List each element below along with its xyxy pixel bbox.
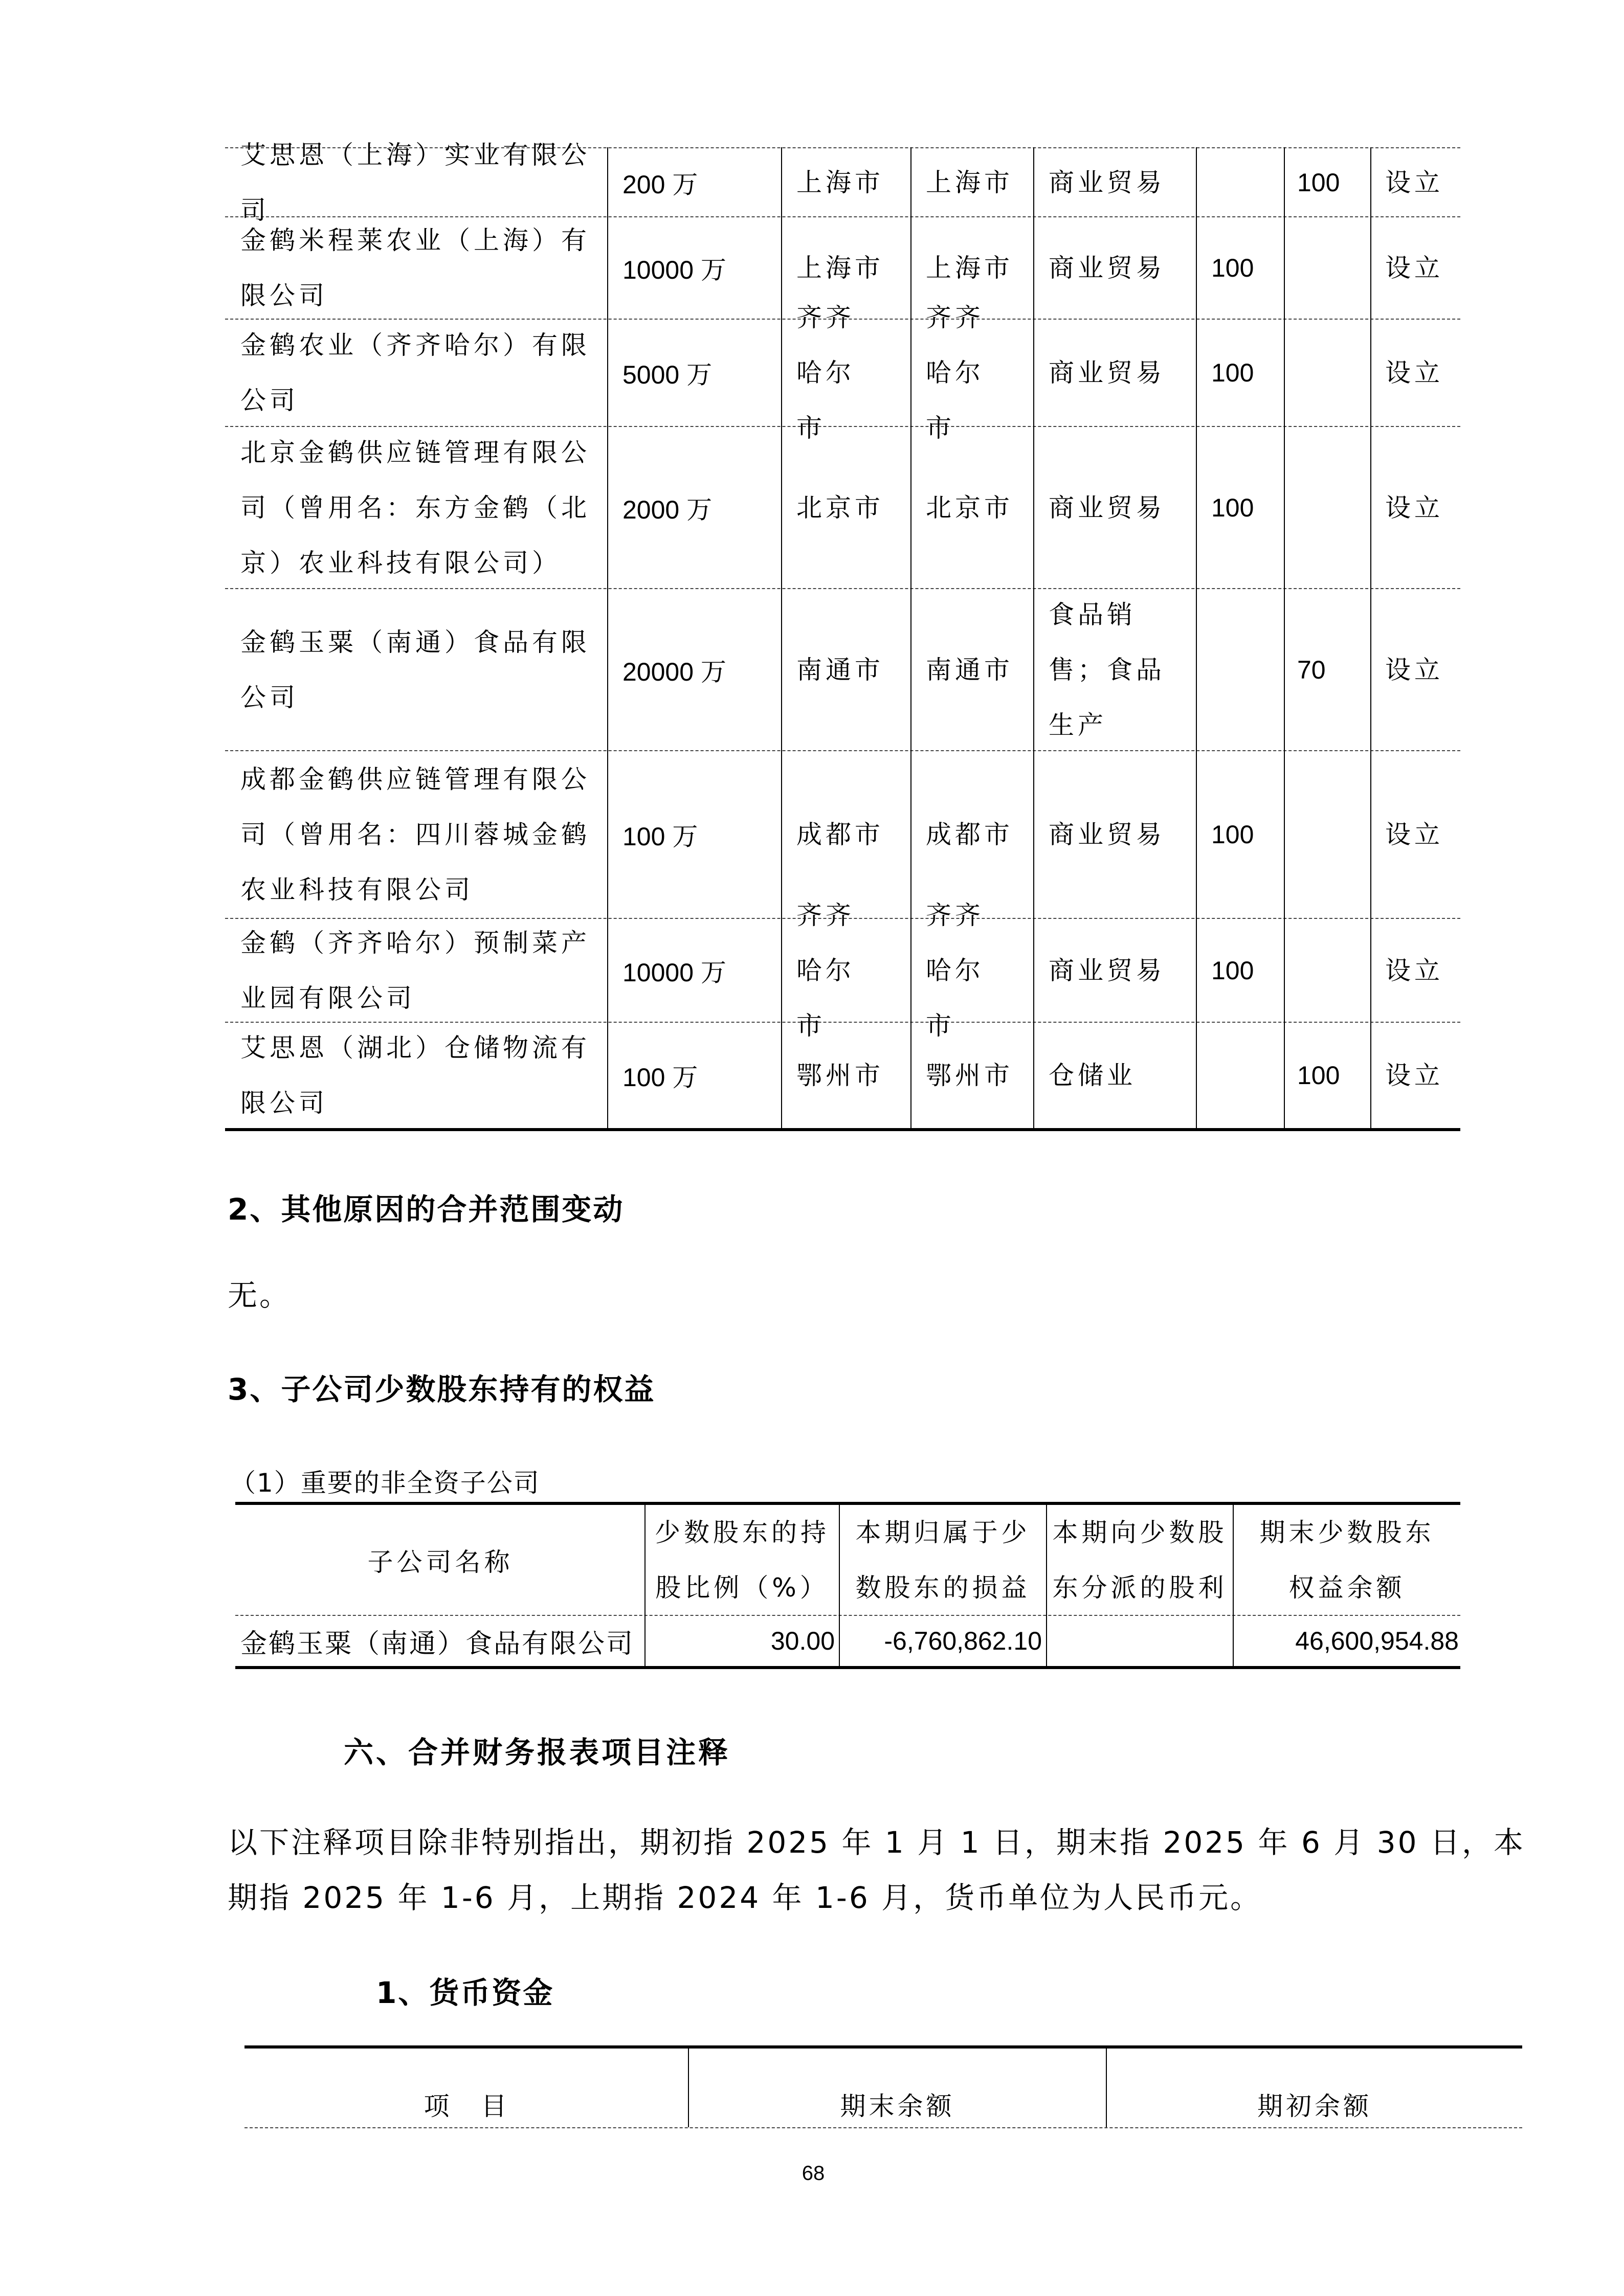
- column-header: 子公司名称: [367, 1547, 514, 1577]
- registered-capital: 5000 万: [622, 361, 713, 389]
- holding-ratio: 30.00: [770, 1627, 835, 1655]
- indirect-holding: 100: [1297, 1061, 1340, 1090]
- company-name: 金鹤（齐齐哈尔）预制菜产业园有限公司: [240, 928, 590, 1013]
- registration-place: 上海市: [926, 253, 1013, 283]
- main-place: 齐齐哈尔市: [796, 303, 855, 443]
- business-nature: 商业贸易: [1049, 358, 1165, 388]
- minority-profit-loss: -6,760,862.10: [884, 1627, 1042, 1655]
- company-name: 金鹤米程莱农业（上海）有限公司: [240, 226, 590, 310]
- section-heading: 2、其他原因的合并范围变动: [228, 1192, 625, 1227]
- registration-place: 齐齐哈尔市: [926, 900, 984, 1041]
- indirect-holding: 70: [1297, 655, 1326, 684]
- acquisition-method: 设立: [1385, 655, 1443, 685]
- column-header: 少数股东的持股比例（%）: [655, 1517, 830, 1603]
- table-top-rule: [244, 2045, 1522, 2049]
- main-place: 北京市: [796, 492, 884, 523]
- registration-place: 鄂州市: [926, 1061, 1013, 1090]
- direct-holding: [1211, 148, 1283, 216]
- column-header: 期末少数股东权益余额: [1259, 1517, 1435, 1603]
- table-bottom-rule: [235, 1666, 1460, 1669]
- registration-place: 成都市: [926, 820, 1013, 849]
- direct-holding: 100: [1211, 820, 1254, 849]
- indirect-holding: [1297, 427, 1369, 588]
- acquisition-method: 设立: [1385, 1061, 1443, 1090]
- main-place: 齐齐哈尔市: [796, 900, 855, 1041]
- registered-capital: 10000 万: [622, 256, 726, 284]
- main-place: 上海市: [796, 167, 884, 197]
- registration-place: 南通市: [926, 655, 1013, 685]
- business-nature: 商业贸易: [1049, 253, 1165, 283]
- indirect-holding: [1297, 320, 1369, 426]
- business-nature: 商业贸易: [1049, 492, 1165, 523]
- company-name: 金鹤玉粟（南通）食品有限公司: [240, 627, 590, 712]
- direct-holding: 100: [1211, 358, 1254, 387]
- company-name: 艾思恩（上海）实业有限公司: [240, 140, 590, 225]
- business-nature: 食品销售；食品生产: [1049, 599, 1165, 740]
- direct-holding: [1211, 589, 1283, 750]
- company-name: 成都金鹤供应链管理有限公司（曾用名：四川蓉城金鹤农业科技有限公司: [240, 764, 590, 905]
- registered-capital: 100 万: [622, 822, 698, 851]
- registration-place: 齐齐哈尔市: [926, 303, 984, 443]
- direct-holding: 100: [1211, 254, 1254, 282]
- acquisition-method: 设立: [1385, 167, 1443, 197]
- registered-capital: 200 万: [622, 170, 698, 199]
- registered-capital: 20000 万: [622, 657, 726, 686]
- business-nature: 商业贸易: [1049, 167, 1165, 197]
- subsection-heading: （1）重要的非全资子公司: [230, 1468, 540, 1498]
- section-heading: 3、子公司少数股东持有的权益: [228, 1372, 656, 1407]
- business-nature: 仓储业: [1049, 1061, 1136, 1090]
- section-body: 无。: [228, 1278, 292, 1313]
- acquisition-method: 设立: [1385, 358, 1443, 388]
- column-header: 期初余额: [1257, 2091, 1372, 2121]
- page-number: 68: [802, 2162, 825, 2185]
- indirect-holding: 100: [1297, 168, 1340, 197]
- main-place: 南通市: [796, 655, 884, 685]
- column-header: 项 目: [424, 2091, 510, 2121]
- paragraph-line: 以下注释项目除非特别指出，期初指 2025 年 1 月 1 日，期末指 2025 年 6 月 30 日，本: [228, 1825, 1525, 1860]
- column-header: 期末余额: [840, 2091, 955, 2121]
- business-nature: 商业贸易: [1049, 820, 1165, 849]
- minority-equity-balance: 46,600,954.88: [1295, 1627, 1459, 1655]
- acquisition-method: 设立: [1385, 492, 1443, 523]
- main-place: 成都市: [796, 820, 884, 849]
- registration-place: 上海市: [926, 167, 1013, 197]
- paragraph-line: 期指 2025 年 1-6 月，上期指 2024 年 1-6 月，货币单位为人民币元。: [228, 1880, 1262, 1915]
- acquisition-method: 设立: [1385, 955, 1443, 985]
- registered-capital: 10000 万: [622, 958, 726, 987]
- acquisition-method: 设立: [1385, 253, 1443, 283]
- business-nature: 商业贸易: [1049, 955, 1165, 985]
- section-heading: 六、合并财务报表项目注释: [344, 1735, 731, 1770]
- main-place: 鄂州市: [796, 1061, 884, 1090]
- registered-capital: 100 万: [622, 1063, 698, 1092]
- indirect-holding: [1297, 217, 1369, 319]
- direct-holding: [1211, 1023, 1283, 1128]
- column-header: 本期归属于少数股东的损益: [855, 1517, 1031, 1603]
- registered-capital: 2000 万: [622, 495, 713, 524]
- company-name: 北京金鹤供应链管理有限公司（曾用名：东方金鹤（北京）农业科技有限公司）: [240, 437, 590, 578]
- company-name: 金鹤玉粟（南通）食品有限公司: [240, 1628, 635, 1659]
- company-name: 艾思恩（湖北）仓储物流有限公司: [240, 1033, 590, 1118]
- indirect-holding: [1297, 919, 1369, 1022]
- acquisition-method: 设立: [1385, 820, 1443, 849]
- company-name: 金鹤农业（齐齐哈尔）有限公司: [240, 330, 590, 415]
- section-heading: 1、货币资金: [376, 1975, 554, 2010]
- column-header: 本期向少数股东分派的股利: [1052, 1517, 1228, 1603]
- indirect-holding: [1297, 751, 1369, 918]
- direct-holding: 100: [1211, 493, 1254, 522]
- dividend-paid: [1047, 1616, 1229, 1666]
- main-place: 上海市: [796, 253, 884, 283]
- registration-place: 北京市: [926, 492, 1013, 523]
- direct-holding: 100: [1211, 956, 1254, 985]
